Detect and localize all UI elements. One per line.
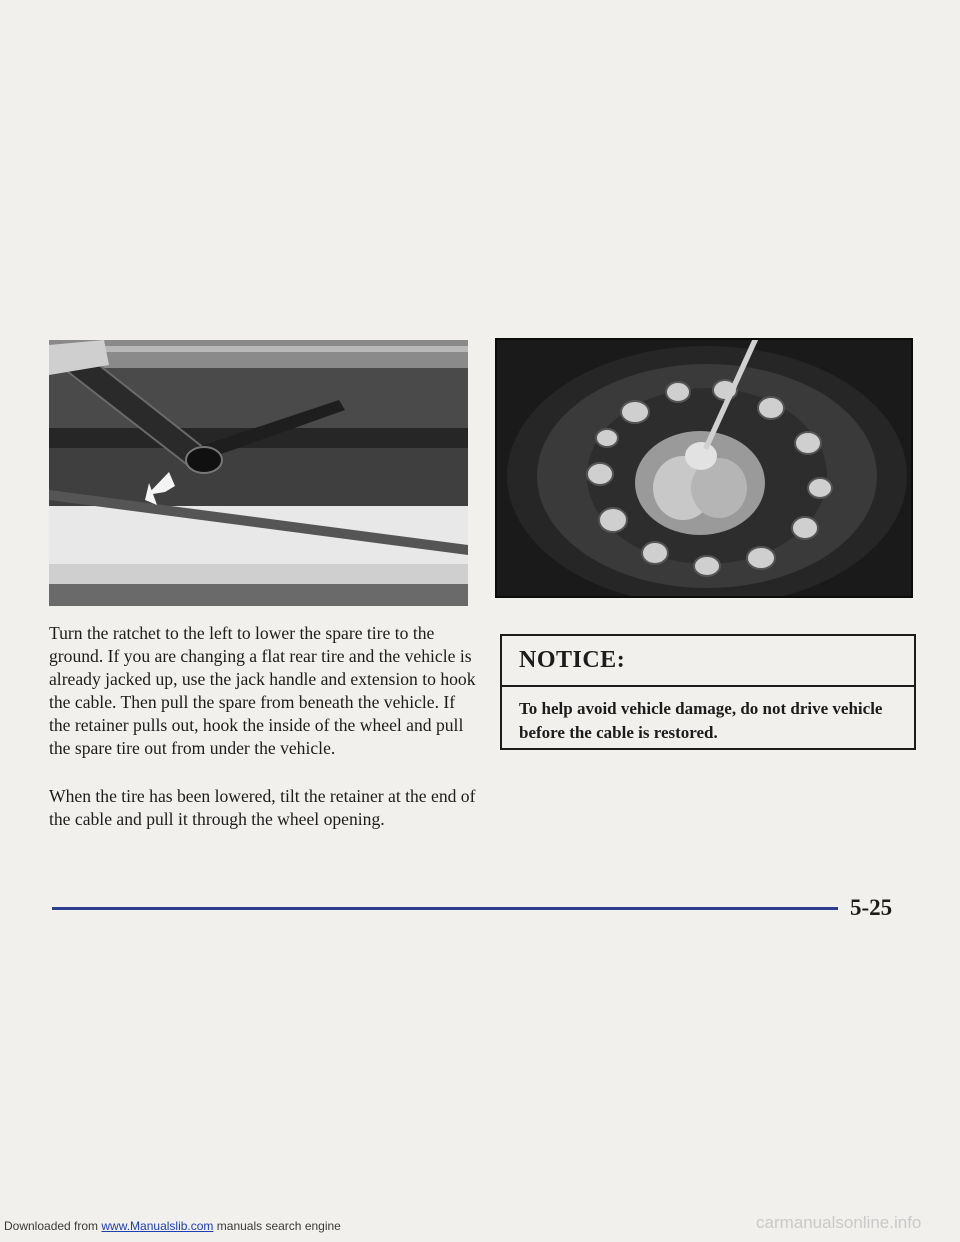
footer-rule: [52, 907, 838, 910]
notice-box: [500, 634, 916, 750]
spare-tire-photo: [495, 338, 913, 598]
instruction-paragraph-2: When the tire has been lowered, tilt the retainer at the end of the cable and pull it through the wheel opening.: [49, 786, 476, 829]
page-number: 5-25: [850, 895, 893, 920]
ratchet-photo: [49, 340, 468, 606]
instruction-paragraph-1: Turn the ratchet to the left to lower the spare tire to the ground. If you are changing a flat rear tire and the vehicle is already jacked up, use the jack handle and extension to hook the cable. Then pull the spare from beneath the vehicle. If the retainer pulls out, hook the inside of the wheel and pull the spare tire out from under the vehicle.: [49, 623, 476, 758]
notice-text: To help avoid vehicle damage, do not drive vehicle before the cable is restored.: [519, 699, 883, 742]
watermark: carmanualsonline.info: [756, 1213, 922, 1232]
footer-prefix: Downloaded from: [4, 1219, 102, 1233]
manualslib-link[interactable]: www.Manualslib.com: [101, 1219, 214, 1233]
ratchet-arrow-photo-graphic: [49, 340, 468, 606]
footer-suffix: manuals search engine: [213, 1219, 341, 1233]
download-footer: [4, 1218, 341, 1234]
spare-tire-cable-photo-graphic: [495, 338, 913, 598]
notice-heading: NOTICE:: [502, 636, 914, 687]
